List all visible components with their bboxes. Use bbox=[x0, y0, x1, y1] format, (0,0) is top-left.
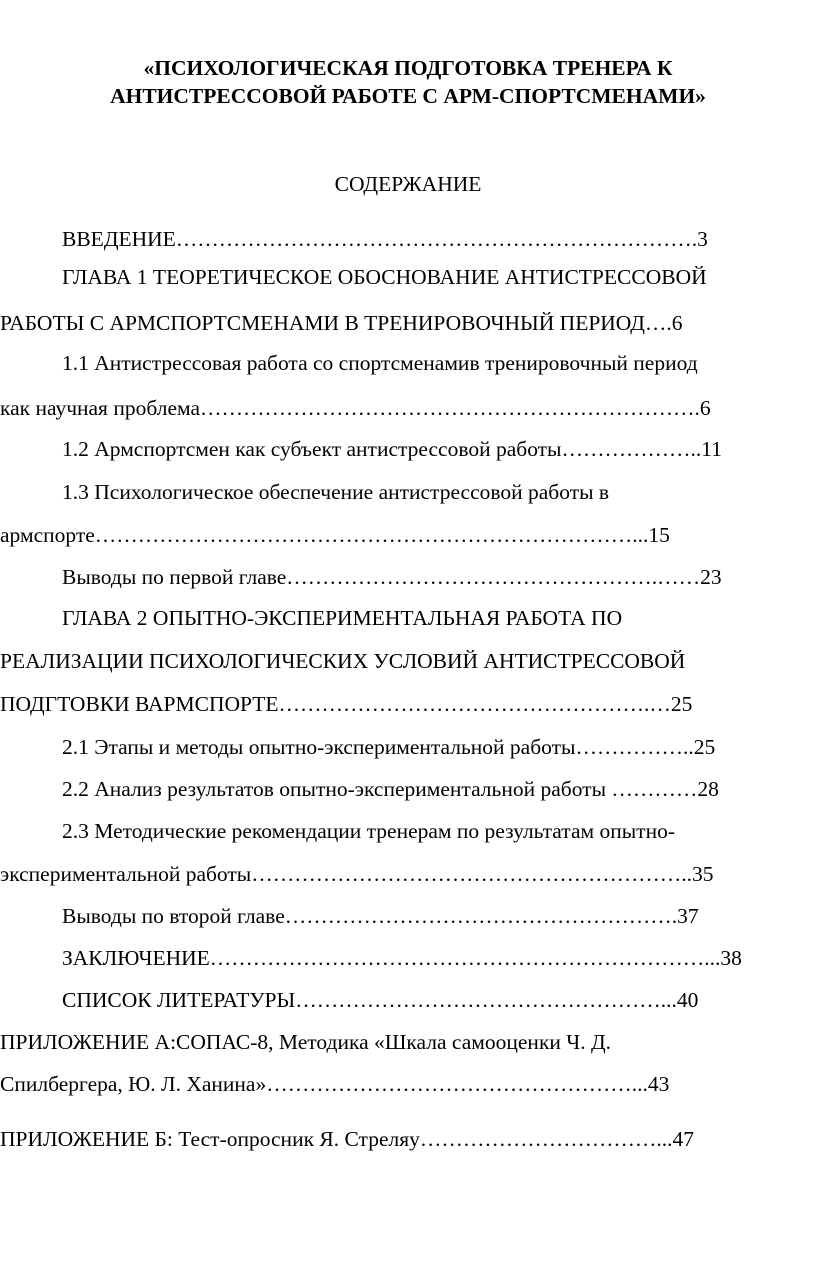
toc-entry: армспорте…………………………………………………………………...15 bbox=[0, 523, 670, 547]
toc-entry: ПРИЛОЖЕНИЕ А:СОПАС-8, Методика «Шкала самооценки Ч. Д. bbox=[0, 1030, 612, 1054]
document-title bbox=[0, 54, 816, 110]
toc-entry: ПОДГТОВКИ ВАРМСПОРТЕ…………………………………………….…25 bbox=[0, 692, 693, 716]
toc-entry: ЗАКЛЮЧЕНИЕ……………………………………………………………...38 bbox=[62, 946, 742, 970]
toc-entry: СПИСОК ЛИТЕРАТУРЫ……………………………………………...40 bbox=[62, 988, 699, 1012]
toc-entry: РЕАЛИЗАЦИИ ПСИХОЛОГИЧЕСКИХ УСЛОВИЙ АНТИСТРЕССОВОЙ bbox=[0, 649, 686, 673]
toc-entry: ВВЕДЕНИЕ……………………………………………………………….3 bbox=[62, 227, 708, 251]
toc-entry: ГЛАВА 1 ТЕОРЕТИЧЕСКОЕ ОБОСНОВАНИЕ АНТИСТРЕССОВОЙ bbox=[62, 265, 707, 289]
toc-entry: ГЛАВА 2 ОПЫТНО-ЭКСПЕРИМЕНТАЛЬНАЯ РАБОТА ПО bbox=[62, 606, 623, 630]
toc-entry: 2.1 Этапы и методы опытно-экспериментальной работы……………..25 bbox=[62, 735, 716, 759]
title-line-1: «ПСИХОЛОГИЧЕСКАЯ ПОДГОТОВКА ТРЕНЕРА К bbox=[143, 56, 673, 80]
toc-entry: Выводы по первой главе…………………………………………….……23 bbox=[62, 565, 722, 589]
toc-entry: ПРИЛОЖЕНИЕ Б: Тест-опросник Я. Стреляу……………………………...47 bbox=[0, 1127, 694, 1151]
toc-entry: РАБОТЫ С АРМСПОРТСМЕНАМИ В ТРЕНИРОВОЧНЫЙ ПЕРИОД….6 bbox=[0, 311, 683, 335]
toc-entry: 2.3 Методические рекомендации тренерам по результатам опытно- bbox=[62, 819, 675, 843]
title-line-2: АНТИСТРЕССОВОЙ РАБОТЕ С АРМ-СПОРТСМЕНАМИ» bbox=[110, 84, 706, 108]
contents-heading: СОДЕРЖАНИЕ bbox=[334, 172, 482, 196]
toc-entry: 1.2 Армспортсмен как субъект антистрессовой работы………………..11 bbox=[62, 437, 722, 461]
toc-entry: Выводы по второй главе……………………………………………….37 bbox=[62, 904, 699, 928]
toc-entry: экспериментальной работы……………………………………………………..35 bbox=[0, 862, 714, 886]
toc-entry: 1.1 Антистрессовая работа со спортсменамив тренировочный период bbox=[62, 351, 698, 375]
toc-entry: как научная проблема…………………………………………………………….6 bbox=[0, 396, 711, 420]
toc-entry: 2.2 Анализ результатов опытно-экспериментальной работы …………28 bbox=[62, 777, 719, 801]
toc-entry: 1.3 Психологическое обеспечение антистрессовой работы в bbox=[62, 480, 610, 504]
toc-entry: Спилбергера, Ю. Л. Ханина»……………………………………………...43 bbox=[0, 1072, 670, 1096]
